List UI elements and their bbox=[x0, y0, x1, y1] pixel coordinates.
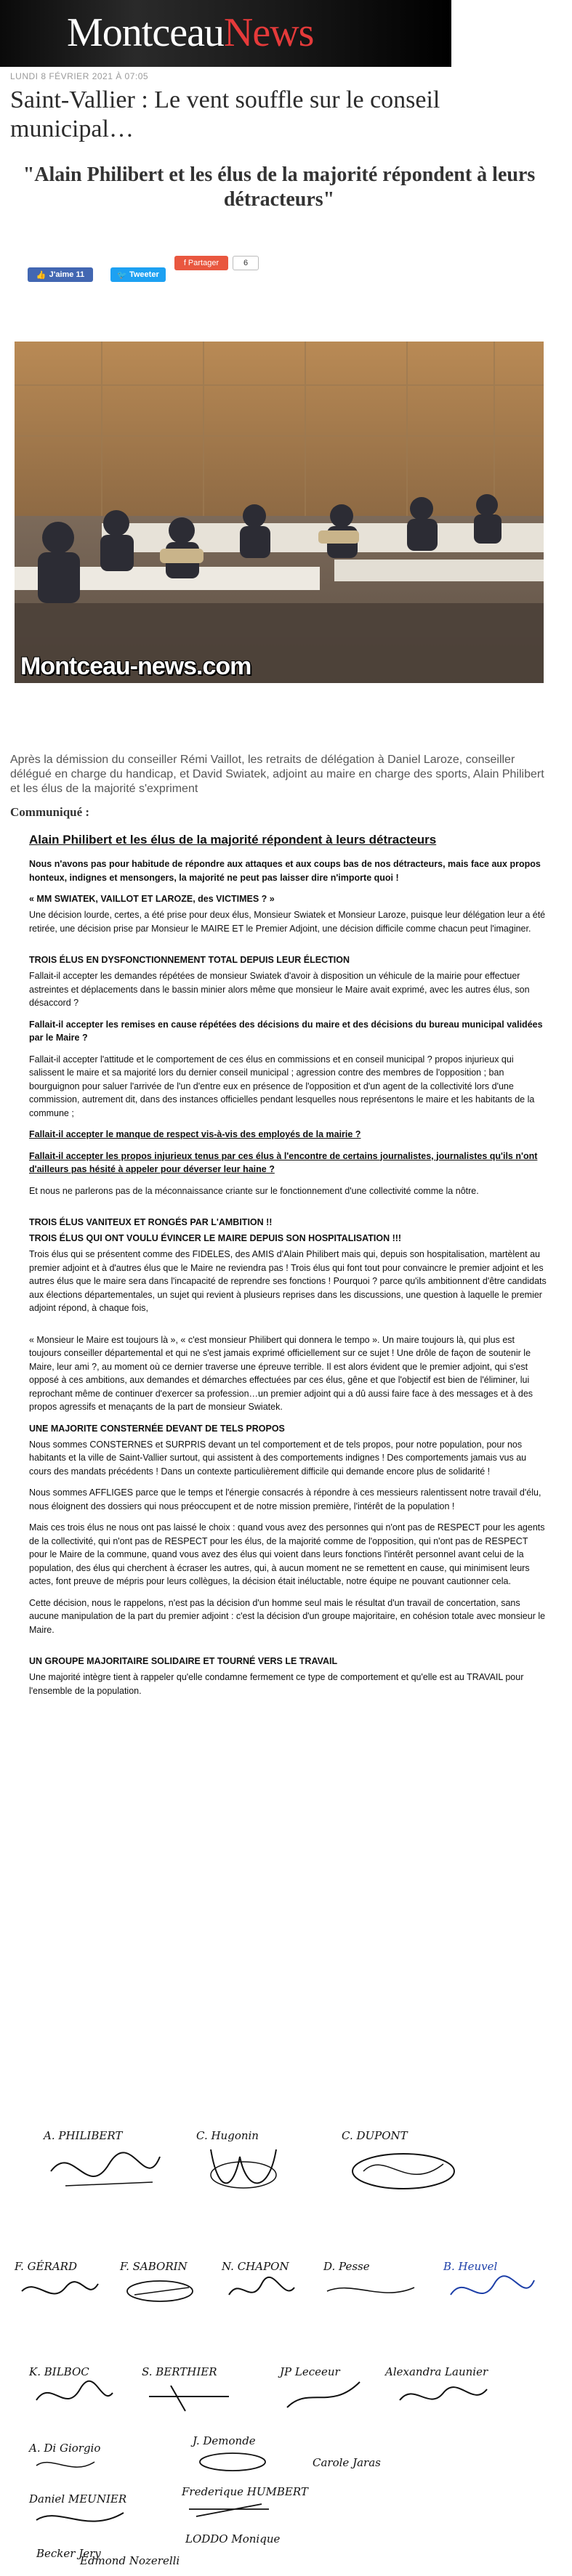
share-count: 6 bbox=[233, 256, 259, 270]
signature: Daniel MEUNIER bbox=[29, 2492, 131, 2535]
article-photo bbox=[15, 342, 544, 683]
signature: J. Demonde bbox=[193, 2434, 273, 2476]
signatures-block bbox=[0, 2115, 572, 2572]
signature: Becker Jery bbox=[36, 2547, 101, 2560]
communique-paragraph: Fallait-il accepter l'attitude et le comportement de ces élus en commissions et en conseil municipal ? propos injurieux qui salissent le maire et sa majorité lors du dernier conseil municipal ; agression contre des membres de l'opposition ; ban bourguignon pour saluer l'arrivée de l'un d'entre eux en présence de l'opposition et d'un agent de la collectivité lors d'une commission, autrement dit, dans des instances officielles pendant lesquelles nous représentons le maire et les habitants de la commune ; bbox=[29, 1054, 535, 1118]
communique-paragraph: Fallait-il accepter le manque de respect vis-à-vis des employés de la mairie ? bbox=[29, 1129, 361, 1139]
signature: D. Pesse bbox=[323, 2260, 418, 2309]
logo-part-news: News bbox=[223, 10, 314, 55]
signature: C. DUPONT bbox=[342, 2129, 465, 2200]
facebook-like-label: J'aime 11 bbox=[49, 270, 85, 279]
communique-heading: UN GROUPE MAJORITAIRE SOLIDAIRE ET TOURNÉ VERS LE TRAVAIL bbox=[29, 1656, 338, 1666]
communique-heading: TROIS ÉLUS QUI ONT VOULU ÉVINCER LE MAIRE DEPUIS SON HOSPITALISATION !!! bbox=[29, 1233, 402, 1243]
communique-paragraph: Nous sommes AFFLIGES parce que le temps et l'énergie consacrés à répondre à ces messieurs ralentissent notre travail d'élu, nous éloignent des dossiers qui nous préoccupent et de notre mission première, l'intérêt de la population ! bbox=[29, 1487, 541, 1511]
signature: C. Hugonin bbox=[196, 2129, 291, 2200]
communique-paragraph: « Monsieur le Maire est toujours là », « c'est monsieur Philibert qui donnera le tempo ». Un maire toujours là, qui plus est toujours conseiller départemental et qui ne s'est jamais exprimé officiellement sur ce sujet ! Une drôle de façon de soutenir le Maire, leur ami ?, au moment où ce dernier traverse une épreuve terrible. Il est alors évident que le premier adjoint, qui s'est opposé à ces ambitions, aux demandes et démarches effectuées par ces élus, gêne et que l'objectif est bien de l'éliminer, lui reprochant même de continuer d'exercer sa profession…un premier adjoint qui a dû aussi faire face à des messages et à des propos agressifs et menaçants de la part de monsieur Swiatek. bbox=[29, 1334, 533, 1412]
signature: Carole Jaras bbox=[313, 2456, 381, 2469]
article-title: Saint-Vallier : Le vent souffle sur le conseil municipal… bbox=[10, 86, 440, 142]
tweet-button[interactable] bbox=[110, 267, 166, 282]
communique-paragraph: Une majorité intègre tient à rappeler qu'elle condamne fermement ce type de comportement et qu'elle est au TRAVAIL pour l'ensemble de la population. bbox=[29, 1672, 524, 1696]
communique-label: Communiqué : bbox=[10, 805, 90, 819]
signature: JP Leceeur bbox=[280, 2365, 367, 2415]
communique-title: Alain Philibert et les élus de la majorité répondent à leurs détracteurs bbox=[29, 833, 437, 847]
signature: N. CHAPON bbox=[222, 2260, 302, 2309]
signature: LODDO Monique bbox=[185, 2532, 281, 2545]
signature: A. Di Giorgio bbox=[29, 2442, 102, 2476]
site-logo[interactable] bbox=[67, 7, 313, 58]
communique-heading: TROIS ÉLUS EN DYSFONCTIONNEMENT TOTAL DEPUIS LEUR ÉLECTION bbox=[29, 955, 350, 965]
share-icon: f bbox=[183, 259, 186, 267]
signature: S. BERTHIER bbox=[142, 2365, 236, 2415]
signature: Alexandra Launier bbox=[385, 2365, 494, 2415]
communique-paragraph: Nous n'avons pas pour habitude de répondre aux attaques et aux coups bas de nos détracteurs, mais face aux propos honteux, indignes et mensongers, la majorité ne peut pas laisser dire n'importe quoi ! bbox=[29, 859, 541, 883]
communique-heading: UNE MAJORITE CONSTERNÉE DEVANT DE TELS PROPOS bbox=[29, 1423, 285, 1434]
communique-paragraph: Mais ces trois élus ne nous ont pas laissé le choix : quand vous avez des personnes qui n'ont pas de RESPECT pour les agents de la collectivité, qui n'ont pas de RESPECT pour les élus, de la majorité comme de l'opposition, qui n'ont pas de RESPECT pour le Maire de la commune, quand vous avez des élus qui voient dans leurs fonctions l'intérêt personnel avant celui de la population, des élus qui cherchent à écraser les autres, qui, à aucun moment ne se remettent en cause, qui minimisent leurs actes, font preuve de mépris pour leurs collègues, la décision était inéluctable, notre équipe ne pouvant cautionner cela. bbox=[29, 1522, 545, 1586]
communique-paragraph: Fallait-il accepter les demandes répétées de monsieur Swiatek d'avoir à disposition un véhicule de la mairie pour effectuer astreintes et déplacements dans le bassin minier alors même que monsieur le Maire avait exprimé, avec les autres élus, son désaccord ? bbox=[29, 971, 530, 1008]
facebook-share-button[interactable] bbox=[174, 256, 228, 270]
tweet-label: Tweeter bbox=[129, 270, 159, 279]
facebook-like-button[interactable] bbox=[28, 267, 93, 282]
council-meeting-illustration bbox=[15, 342, 544, 683]
twitter-bird-icon: 🐦 bbox=[117, 270, 127, 280]
communique-paragraph: Trois élus qui se présentent comme des FIDELES, des AMIS d'Alain Philibert mais qui, depuis son hospitalisation, martèlent au premier adjoint et à d'autres élus que le Maire ne reviendra pas ! Trois élus qui font tout pour convaincre le premier adjoint et les autres élus que le maire sera dans l'incapacité de reprendre ses fonctions ! Pourquoi ? parce qu'ils ambitionnent d'être candidats aux élections départementales, un sujet qui revient à plusieurs reprises dans les discussions, une question à laquelle le premier adjoint répond, à chaque fois, bbox=[29, 1249, 547, 1313]
communique-paragraph: Et nous ne parlerons pas de la méconnaissance criante sur le fonctionnement d'une collectivité comme la nôtre. bbox=[29, 1185, 479, 1196]
communique-paragraph: Une décision lourde, certes, a été prise pour deux élus, Monsieur Swiatek et Monsieur Laroze, puisque leur délégation leur a été retirée, une décision prise par Monsieur le MAIRE ET le Premier Adjoint, une décision difficile comme chacun peut l'imaginer. bbox=[29, 910, 546, 934]
logo-part-montceau: Montceau bbox=[67, 10, 224, 55]
communique-paragraph: Nous sommes CONSTERNES et SURPRIS devant un tel comportement et de tels propos, pour notre population, pour nos habitants et la ville de Saint-Vallier surtout, qui assistent à des comportements indignes ! Des comportements jamais vus au cours des mandats précédents ! Dans un contexte particulièrement difficile qui demande encore plus de solidarité ! bbox=[29, 1439, 527, 1477]
signature: Frederique HUMBERT bbox=[182, 2485, 308, 2520]
article-date: LUNDI 8 FÉVRIER 2021 À 07:05 bbox=[10, 71, 149, 81]
site-banner[interactable] bbox=[0, 0, 451, 67]
communique-heading: TROIS ÉLUS VANITEUX ET RONGÉS PAR L'AMBITION !! bbox=[29, 1217, 273, 1227]
article-subtitle: "Alain Philibert et les élus de la majorité répondent à leurs détracteurs" bbox=[23, 163, 536, 211]
signature: K. BILBOC bbox=[29, 2365, 116, 2415]
signature: A. PHILIBERT bbox=[44, 2129, 167, 2200]
communique-document bbox=[16, 833, 554, 1705]
communique-paragraph: Fallait-il accepter les propos injurieux tenus par ces élus à l'encontre de certains journalistes, journalistes qu'ils n'ont d'ailleurs pas hésité à appeler pour déverser leur haine ? bbox=[29, 1150, 538, 1174]
share-bar bbox=[0, 256, 572, 285]
communique-paragraph: Fallait-il accepter les remises en cause répétées des décisions du maire et des décisions du bureau municipal validées par le Maire ? bbox=[29, 1019, 543, 1043]
signature: B. Heuvel bbox=[443, 2260, 538, 2309]
facebook-share-label: Partager bbox=[188, 259, 219, 267]
photo-watermark: Montceau-news.com bbox=[20, 653, 251, 680]
article-intro: Après la démission du conseiller Rémi Vaillot, les retraits de délégation à Daniel Laroze, conseiller délégué en charge du handicap, et David Swiatek, adjoint au maire en charge des sports, Alain Philibert et les élus de la majorité s'expriment bbox=[10, 754, 544, 795]
communique-paragraph: Cette décision, nous le rappelons, n'est pas la décision d'un homme seul mais le résultat d'un travail de concertation, sans aucune manipulation de la part du premier adjoint : c'est la décision d'un groupe majoritaire, en cohésion totale avec monsieur le Maire. bbox=[29, 1597, 546, 1635]
signature: F. GÉRARD bbox=[15, 2260, 102, 2309]
communique-subhead: « MM SWIATEK, VAILLOT ET LAROZE, des VICTIMES ? » bbox=[29, 894, 275, 904]
signature: F. SABORIN bbox=[120, 2260, 200, 2309]
thumbs-up-icon: 👍 bbox=[36, 270, 47, 280]
signature: Edmond Nozerelli bbox=[80, 2554, 180, 2567]
